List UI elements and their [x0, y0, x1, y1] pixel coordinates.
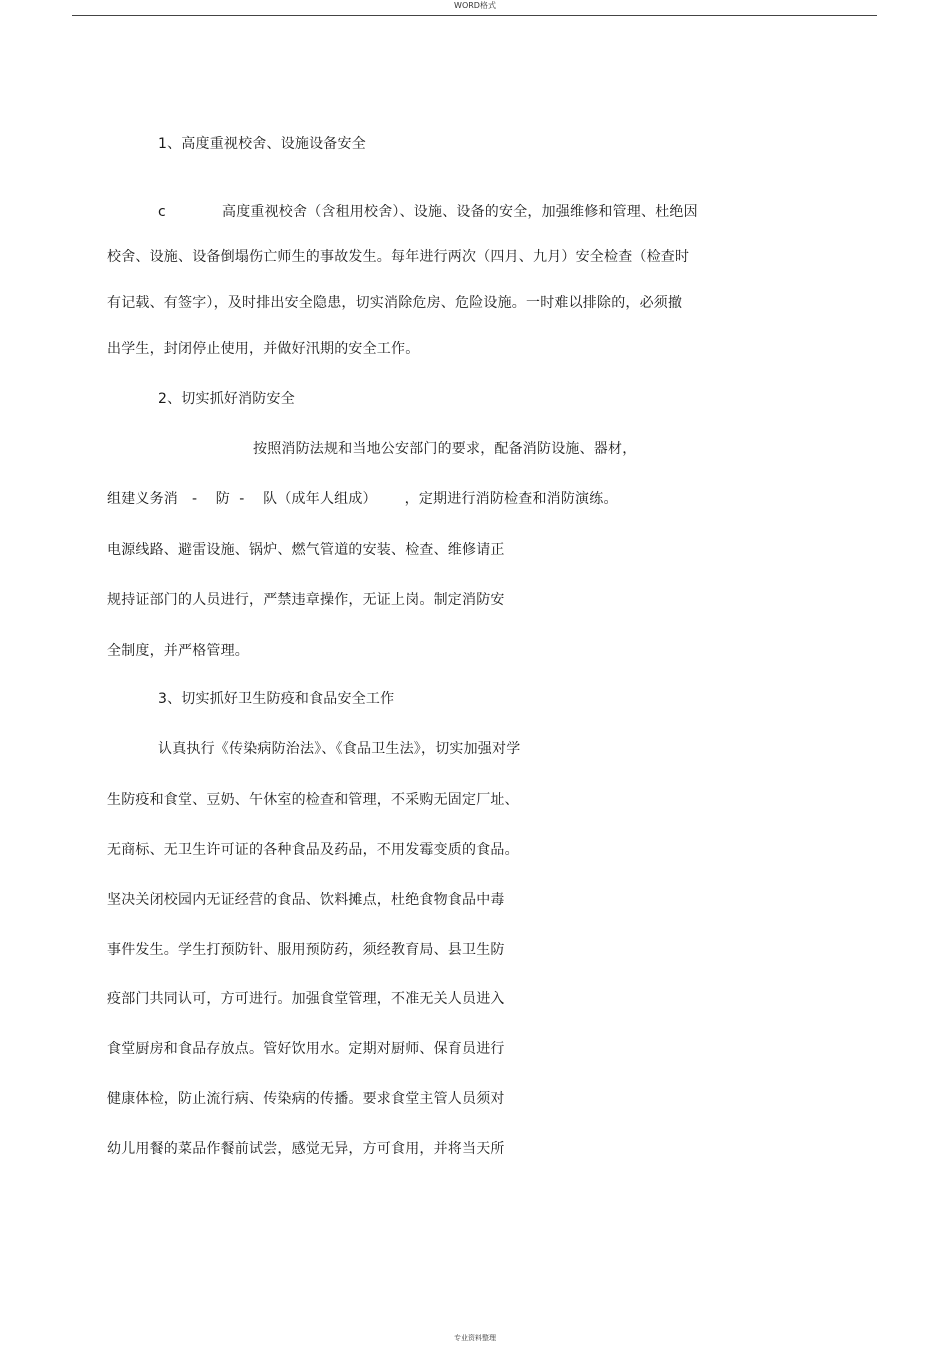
stray-character: c: [158, 204, 166, 220]
paragraph-line: 全制度，并严格管理。: [107, 643, 249, 659]
paragraph-line: 规持证部门的人员进行，严禁违章操作，无证上岗。制定消防安: [107, 592, 505, 608]
paragraph-line: 有记载、有签字），及时排出安全隐患，切实消除危房、危险设施。一时难以排除的，必须撤: [107, 295, 683, 311]
header-label: WORD格式: [454, 1, 496, 10]
paragraph-line: 电源线路、避雷设施、锅炉、燃气管道的安装、检查、维修请正: [107, 542, 505, 558]
paragraph-line: 校舍、设施、设备倒塌伤亡师生的事故发生。每年进行两次（四月、九月）安全检查（检查时: [107, 249, 690, 265]
paragraph-line: 无商标、无卫生许可证的各种食品及药品，不用发霉变质的食品。: [107, 842, 519, 858]
section-heading-3: 3、切实抓好卫生防疫和食品安全工作: [158, 691, 395, 707]
paragraph-line: 出学生，封闭停止使用，并做好汛期的安全工作。: [107, 341, 420, 357]
header-divider: [72, 15, 877, 16]
paragraph-line: 健康体检，防止流行病、传染病的传播。要求食堂主管人员须对: [107, 1091, 505, 1107]
paragraph-line: 高度重视校舍（含租用校舍）、设施、设备的安全，加强维修和管理、杜绝因: [222, 204, 698, 220]
paragraph-line: 生防疫和食堂、豆奶、午休室的检查和管理，不采购无固定厂址、: [107, 792, 519, 808]
section-heading-1: 1、高度重视校舍、设施设备安全: [158, 136, 366, 152]
page-footer: 专业资料整理: [454, 1334, 496, 1342]
paragraph-line: 按照消防法规和当地公安部门的要求，配备消防设施、器材，: [253, 441, 637, 457]
paragraph-line: 疫部门共同认可，方可进行。加强食堂管理，不准无关人员进入: [107, 991, 505, 1007]
paragraph-line: 食堂厨房和食品存放点。管好饮用水。定期对厨师、保育员进行: [107, 1041, 505, 1057]
paragraph-line: 认真执行《传染病防治法》、《食品卫生法》，切实加强对学: [158, 741, 521, 757]
paragraph-line: 幼儿用餐的菜品作餐前试尝，感觉无异，方可食用，并将当天所: [107, 1141, 505, 1157]
paragraph-line: 事件发生。学生打预防针、服用预防药，须经教育局、县卫生防: [107, 942, 505, 958]
paragraph-line: 坚决关闭校园内无证经营的食品、饮料摊点，杜绝食物食品中毒: [107, 892, 505, 908]
paragraph-line: 组建义务消 - 防 - 队（成年人组成） ，定期进行消防检查和消防演练。: [107, 491, 618, 507]
section-heading-2: 2、切实抓好消防安全: [158, 391, 295, 407]
